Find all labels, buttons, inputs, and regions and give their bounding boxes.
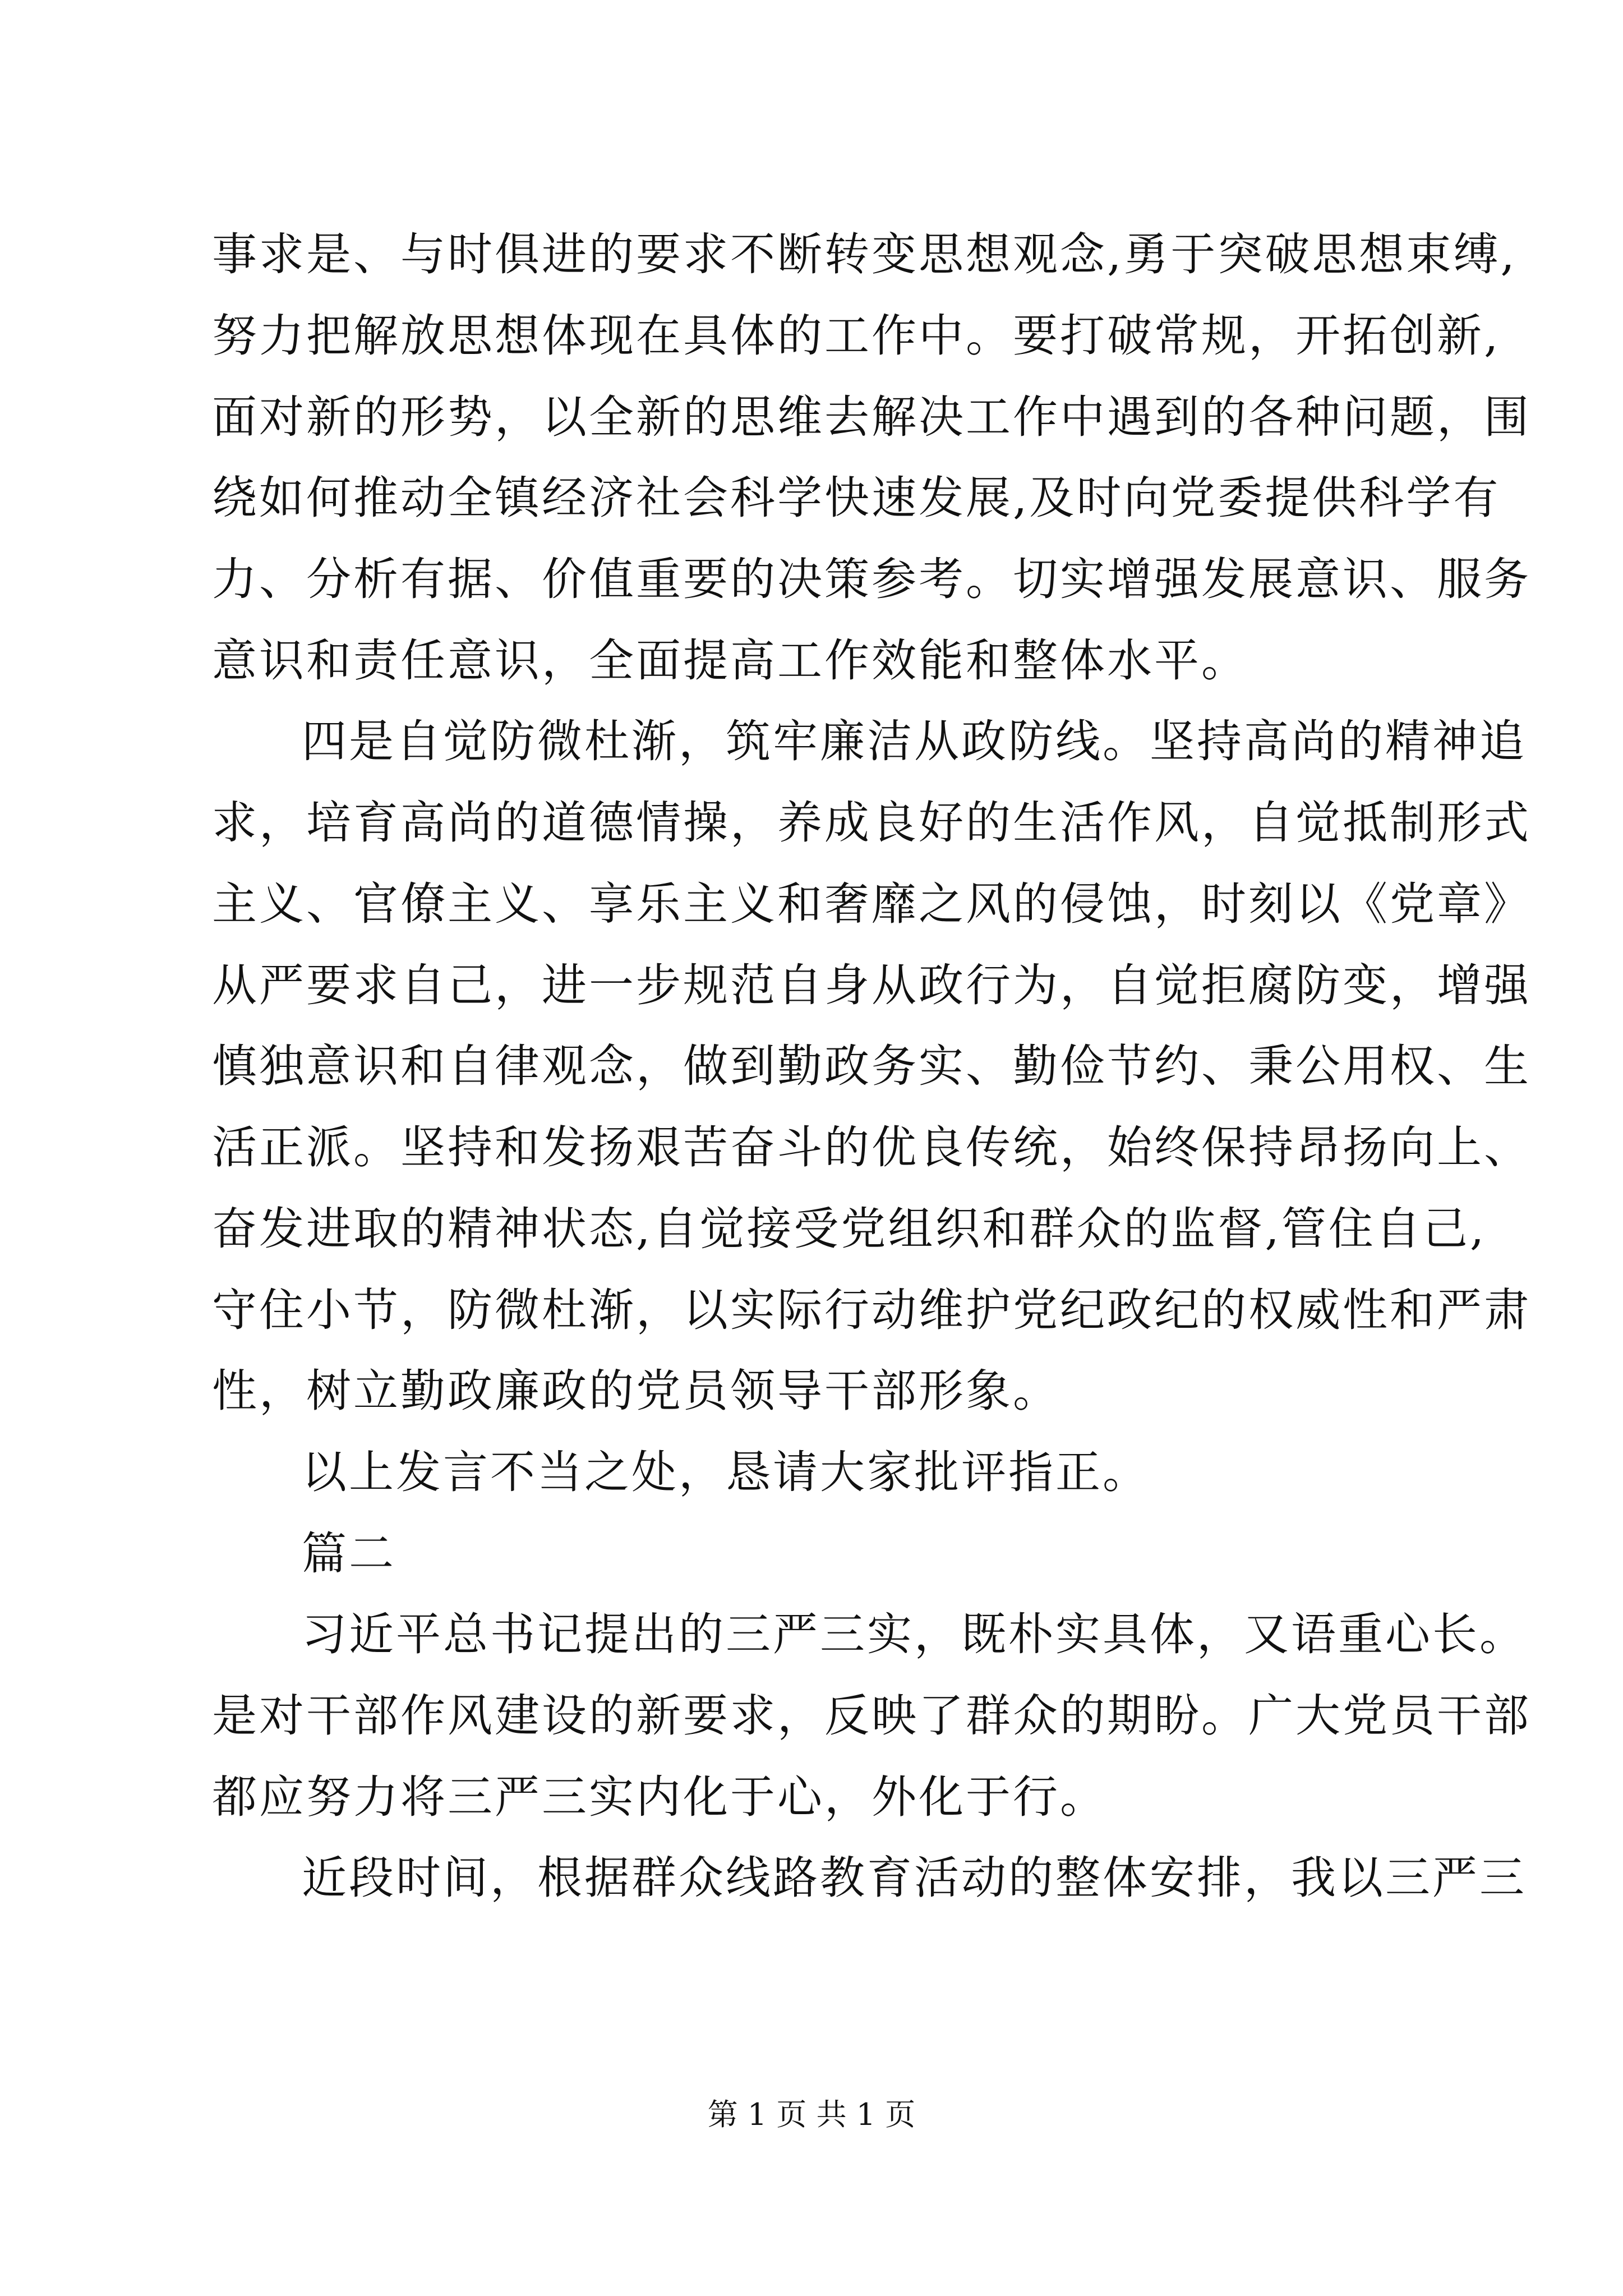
text-line: 奋发进取的精神状态,自觉接受党组织和群众的监督,管住自己, [212,1203,1487,1255]
text-line: 意识和责任意识，全面提高工作效能和整体水平。 [212,634,1248,687]
page-number-footer: 第 1 页 共 1 页 [707,2097,916,2132]
paragraph-start-line: 习近平总书记提出的三严三实，既朴实具体，又语重心长。 [302,1608,1527,1660]
text-line: 主义、官僚主义、享乐主义和奢靡之风的侵蚀，时刻以《党章》 [212,878,1531,930]
text-line: 守住小节，防微杜渐，以实际行动维护党纪政纪的权威性和严肃 [212,1284,1531,1336]
text-line: 从严要求自己，进一步规范自身从政行为，自觉拒腐防变，增强 [212,959,1531,1011]
text-line: 性，树立勤政廉政的党员领导干部形象。 [212,1365,1060,1417]
text-line: 都应努力将三严三实内化于心，外化于行。 [212,1771,1107,1823]
text-line: 是对干部作风建设的新要求，反映了群众的期盼。广大党员干部 [212,1690,1531,1742]
text-line: 求，培育高尚的道德情操，养成良好的生活作风，自觉抵制形式 [212,797,1531,849]
section-heading: 篇二 [302,1527,396,1580]
text-line: 绕如何推动全镇经济社会科学快速发展,及时向党委提供科学有 [212,472,1501,524]
text-line: 面对新的形势，以全新的思维去解决工作中遇到的各种问题，围 [212,391,1531,443]
text-line: 事求是、与时俱进的要求不断转变思想观念,勇于突破思想束缚, [212,228,1517,280]
text-line: 慎独意识和自律观念，做到勤政务实、勤俭节约、秉公用权、生 [212,1040,1531,1092]
text-line: 努力把解放思想体现在具体的工作中。要打破常规，开拓创新, [212,310,1501,362]
paragraph-start-line: 近段时间，根据群众线路教育活动的整体安排，我以三严三 [302,1852,1527,1904]
paragraph-start-line: 四是自觉防微杜渐，筑牢廉洁从政防线。坚持高尚的精神追 [302,715,1527,767]
paragraph-start-line: 以上发言不当之处，恳请大家批评指正。 [302,1446,1150,1498]
text-line: 活正派。坚持和发扬艰苦奋斗的优良传统，始终保持昂扬向上、 [212,1121,1531,1174]
text-line: 力、分析有据、价值重要的决策参考。切实增强发展意识、服务 [212,553,1531,605]
